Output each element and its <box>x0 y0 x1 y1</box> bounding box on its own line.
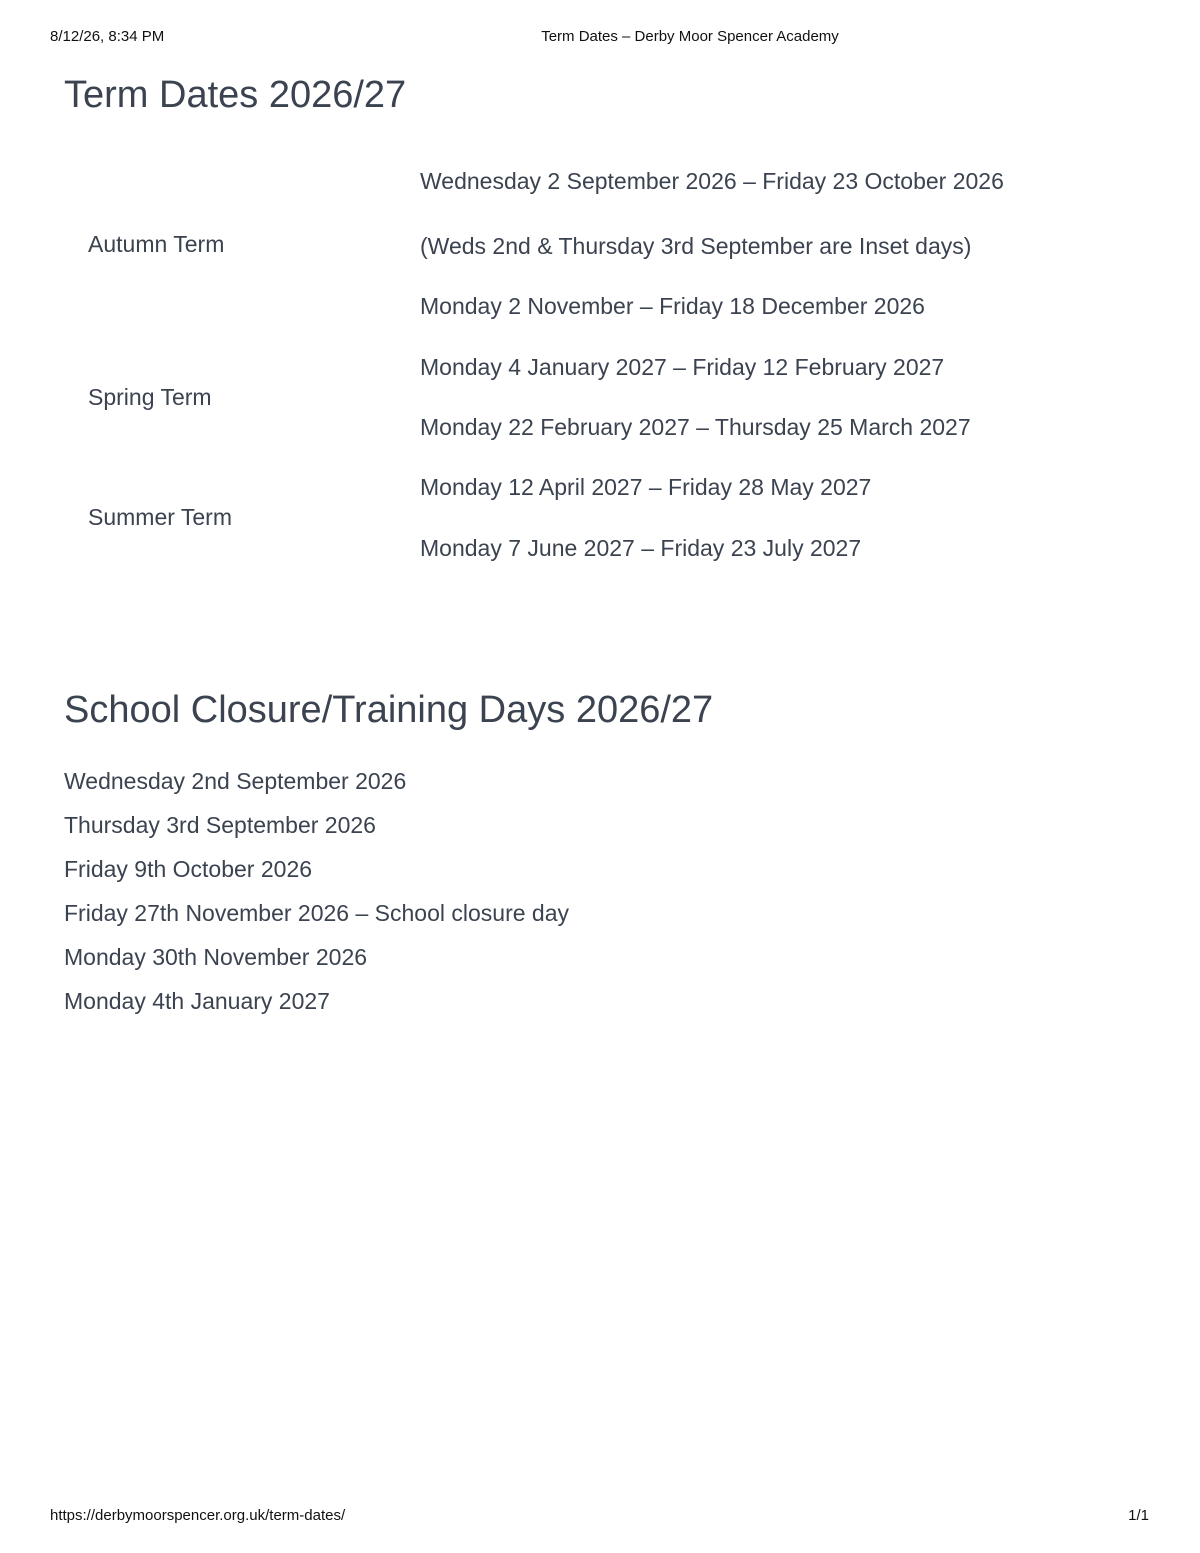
print-page-title: Term Dates – Derby Moor Spencer Academy <box>541 28 839 45</box>
closure-day-item: Friday 27th November 2026 – School closure day <box>64 900 570 926</box>
print-datetime: 8/12/26, 8:34 PM <box>50 28 165 45</box>
print-footer <box>0 1507 1200 1527</box>
closure-day-item: Wednesday 2nd September 2026 <box>64 768 407 794</box>
term-date-line: Wednesday 2 September 2026 – Friday 23 October 2026 <box>420 168 1004 194</box>
term-date-line: Monday 22 February 2027 – Thursday 25 March 2027 <box>420 414 971 440</box>
closure-day-item: Monday 4th January 2027 <box>64 988 330 1014</box>
term-label-spring: Spring Term <box>88 384 212 410</box>
term-date-line: Monday 12 April 2027 – Friday 28 May 2027 <box>420 474 872 500</box>
term-date-line: Monday 4 January 2027 – Friday 12 February 2027 <box>420 354 945 380</box>
term-date-line: Monday 2 November – Friday 18 December 2026 <box>420 293 925 319</box>
term-date-line: Monday 7 June 2027 – Friday 23 July 2027 <box>420 535 862 561</box>
term-label-summer: Summer Term <box>88 504 232 530</box>
closure-days-heading: School Closure/Training Days 2026/27 <box>64 689 714 731</box>
term-dates-heading: Term Dates 2026/27 <box>64 74 407 116</box>
term-label-autumn: Autumn Term <box>88 231 225 257</box>
closure-day-item: Thursday 3rd September 2026 <box>64 812 376 838</box>
term-date-note: (Weds 2nd & Thursday 3rd September are Inset days) <box>420 233 972 259</box>
closure-day-item: Friday 9th October 2026 <box>64 856 313 882</box>
closure-days-list <box>64 766 569 1030</box>
print-page-number: 1/1 <box>1128 1507 1149 1524</box>
print-header <box>0 28 1200 48</box>
print-url: https://derbymoorspencer.org.uk/term-dates/ <box>50 1507 346 1524</box>
closure-day-item: Monday 30th November 2026 <box>64 944 368 970</box>
